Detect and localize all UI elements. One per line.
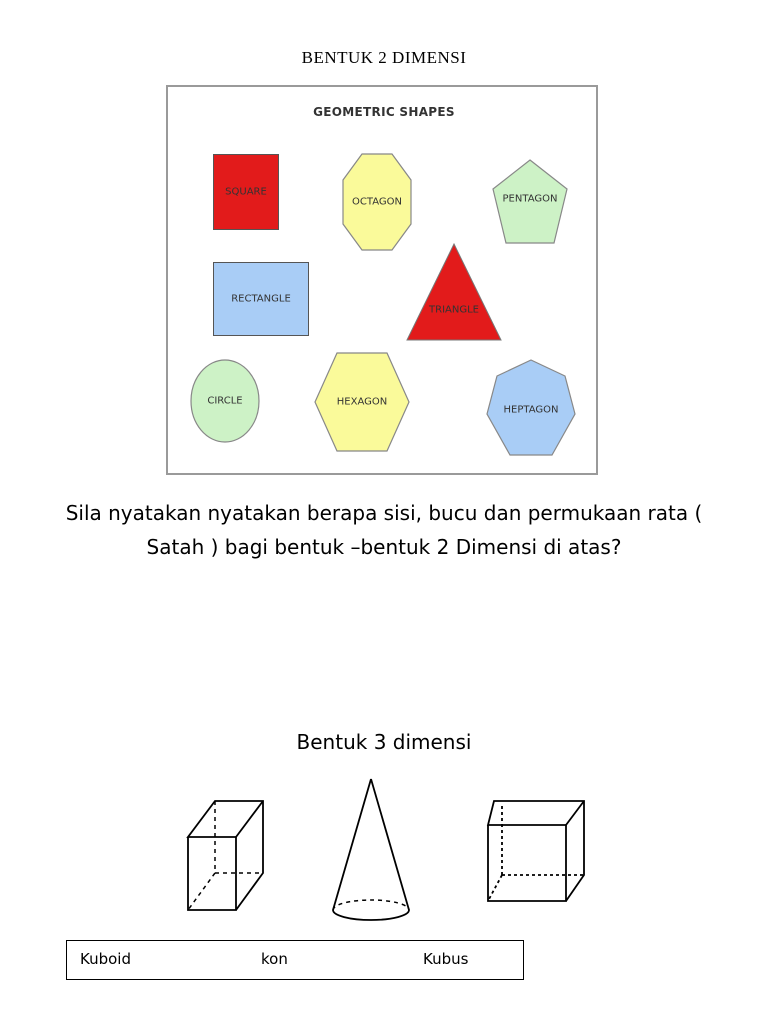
heading-2d-shapes: BENTUK 2 DIMENSI	[301, 48, 467, 67]
rectangle-label: RECTANGLE	[231, 293, 291, 305]
rectangle-shape	[213, 262, 309, 336]
question-line-2: Satah ) bagi bentuk –bentuk 2 Dimensi di atas?	[146, 535, 622, 559]
triangle-label: TRIANGLE	[429, 304, 479, 316]
triangle-shape	[406, 243, 502, 341]
octagon-label: OCTAGON	[352, 196, 402, 208]
geometric-shapes-figure	[166, 85, 598, 475]
circle-label: CIRCLE	[207, 395, 243, 407]
hexagon-shape	[314, 352, 410, 452]
cone-icon	[328, 775, 414, 923]
cube-label: Kubus	[423, 950, 469, 968]
question-line-1: Sila nyatakan nyatakan berapa sisi, bucu dan permukaan rata (	[65, 501, 703, 525]
square-shape	[213, 154, 279, 230]
square-label: SQUARE	[225, 186, 267, 198]
heptagon-shape	[486, 359, 576, 457]
cuboid-label: Kuboid	[80, 950, 131, 968]
pentagon-shape	[492, 159, 568, 245]
figure-title: GEOMETRIC SHAPES	[313, 105, 455, 119]
heptagon-label: HEPTAGON	[503, 404, 559, 416]
hexagon-label: HEXAGON	[336, 396, 388, 408]
cuboid-icon	[180, 795, 272, 917]
question-text	[20, 496, 748, 564]
solids-label-box	[66, 940, 524, 980]
heading-3d-shapes: Bentuk 3 dimensi	[296, 730, 472, 754]
triangle-icon	[406, 243, 502, 341]
circle-shape	[190, 359, 260, 443]
octagon-shape	[342, 153, 412, 251]
cube-icon	[482, 795, 592, 907]
cone-label: kon	[261, 950, 288, 968]
pentagon-label: PENTAGON	[502, 193, 558, 205]
